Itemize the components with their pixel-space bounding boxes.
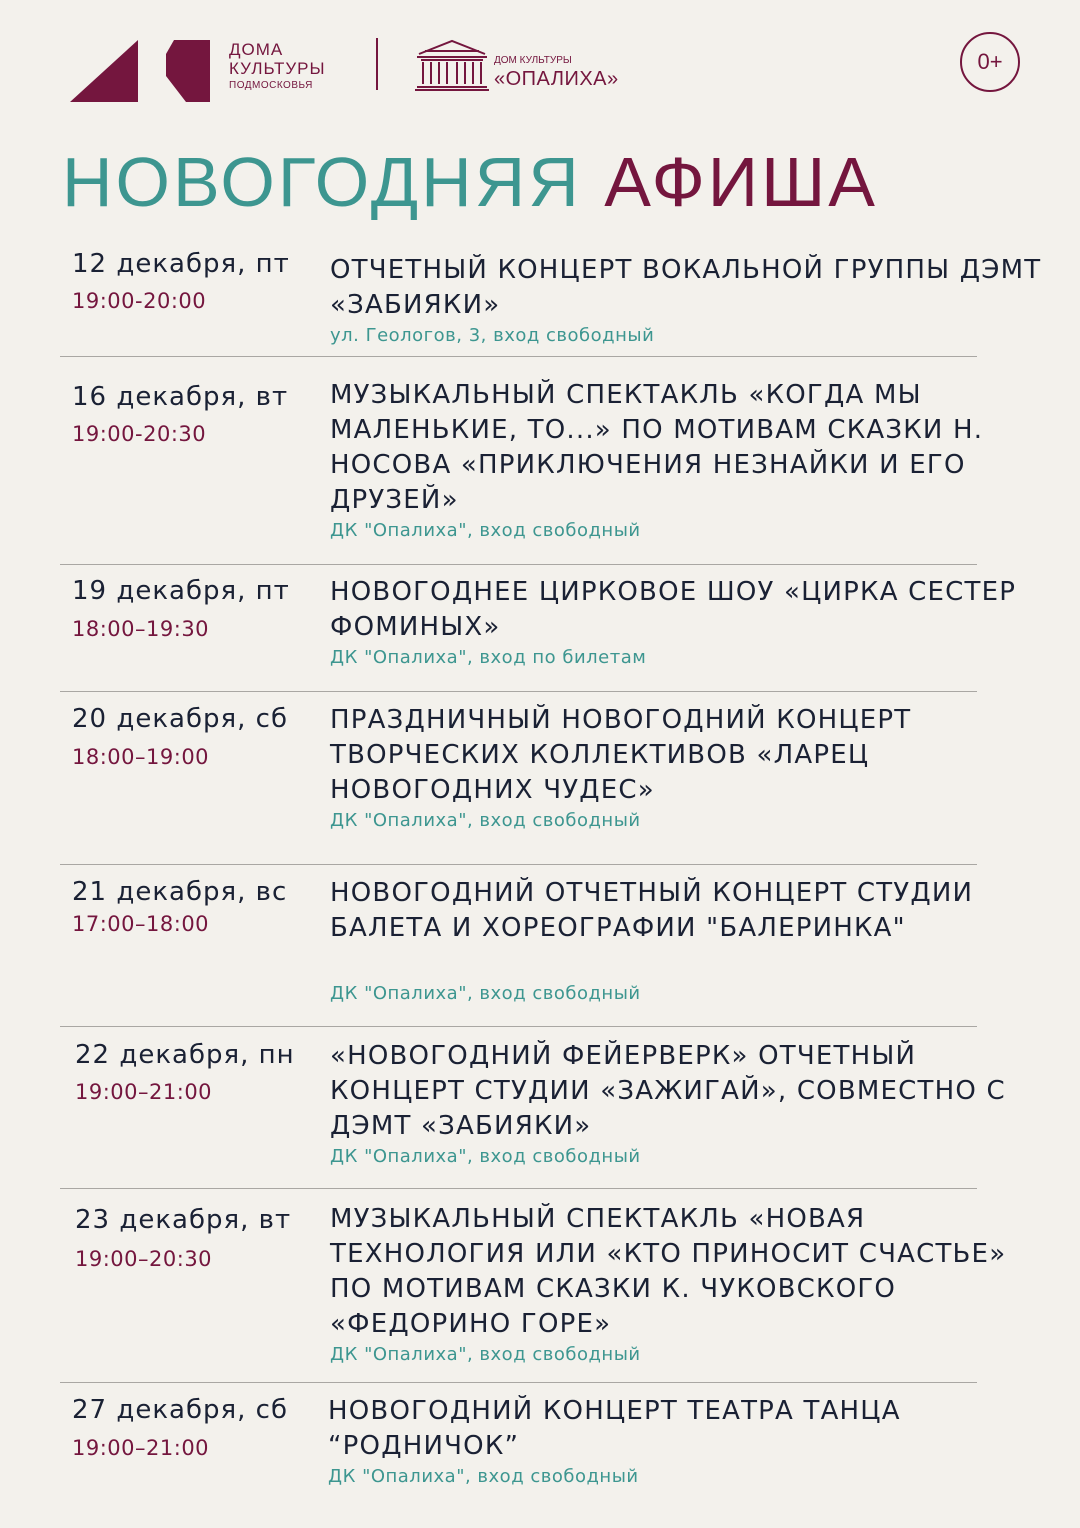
event-title: НОВОГОДНИЙ КОНЦЕРТ ТЕАТРА ТАНЦА “РОДНИЧОК” [328, 1396, 901, 1461]
event-date: 20 декабря, сб [72, 704, 288, 734]
event-date: 23 декабря, вт [75, 1205, 292, 1235]
event-title: МУЗЫКАЛЬНЫЙ СПЕКТАКЛЬ «КОГДА МЫ МАЛЕНЬКИЕ, ТО...» ПО МОТИВАМ СКАЗКИ Н. НОСОВА «ПРИКЛЮЧЕНИЯ НЕЗНАЙКИ И ЕГО ДРУЗЕЙ» [330, 380, 984, 515]
title-part2: АФИША [604, 143, 878, 221]
event-venue: ДК "Опалиха", вход свободный [330, 983, 641, 1004]
logo-text-line2: КУЛЬТУРЫ [229, 59, 326, 78]
event-title: МУЗЫКАЛЬНЫЙ СПЕКТАКЛЬ «НОВАЯ ТЕХНОЛОГИЯ ИЛИ «КТО ПРИНОСИТ СЧАСТЬЕ» ПО МОТИВАМ СКАЗКИ К. ЧУКОВСКОГО «ФЕДОРИНО ГОРЕ» [330, 1204, 1007, 1339]
event-time: 17:00–18:00 [72, 912, 210, 936]
event-date: 16 декабря, вт [72, 382, 289, 412]
logo-opal-small: ДОМ КУЛЬТУРЫ [494, 55, 572, 66]
event-venue: ДК "Опалиха", вход свободный [330, 1146, 641, 1167]
divider [60, 564, 977, 565]
logo-divider [376, 38, 378, 90]
event-title: НОВОГОДНЕЕ ЦИРКОВОЕ ШОУ «ЦИРКА СЕСТЕР ФОМИНЫХ» [330, 577, 1017, 642]
event-time: 19:00-20:30 [72, 422, 207, 446]
divider [60, 1026, 977, 1027]
event-time: 18:00–19:00 [72, 745, 210, 769]
event-time: 19:00-20:00 [72, 289, 207, 313]
logo-text-line1: ДОМА [229, 40, 284, 59]
dk-podmoskovya-logo-icon [70, 40, 212, 102]
event-title: «НОВОГОДНИЙ ФЕЙЕРВЕРК» ОТЧЕТНЫЙ КОНЦЕРТ СТУДИИ «ЗАЖИГАЙ», СОВМЕСТНО С ДЭМТ «ЗАБИЯКИ» [330, 1041, 1006, 1141]
divider [60, 1382, 977, 1383]
header [0, 0, 1080, 130]
dk-podmoskovya-logo-text [229, 40, 326, 94]
divider [60, 691, 977, 692]
event-title: ОТЧЕТНЫЙ КОНЦЕРТ ВОКАЛЬНОЙ ГРУППЫ ДЭМТ «ЗАБИЯКИ» [330, 255, 1042, 320]
event-time: 18:00–19:30 [72, 617, 210, 641]
event-venue: ДК "Опалиха", вход свободный [330, 1344, 641, 1365]
event-venue: ДК "Опалиха", вход свободный [330, 810, 641, 831]
event-title: НОВОГОДНИЙ ОТЧЕТНЫЙ КОНЦЕРТ СТУДИИ БАЛЕТА И ХОРЕОГРАФИИ "БАЛЕРИНКА" [330, 878, 974, 943]
event-time: 19:00–21:00 [72, 1436, 210, 1460]
divider [60, 1188, 977, 1189]
logo-text-line3: ПОДМОСКОВЬЯ [229, 80, 313, 91]
event-time: 19:00–20:30 [75, 1247, 213, 1271]
event-venue: ДК "Опалиха", вход свободный [330, 520, 641, 541]
event-venue: ДК "Опалиха", вход свободный [328, 1466, 639, 1487]
divider [60, 356, 977, 357]
event-date: 19 декабря, пт [72, 576, 290, 606]
age-rating-badge: 0+ [960, 32, 1020, 92]
event-date: 21 декабря, вс [72, 877, 288, 907]
event-venue: ул. Геологов, 3, вход свободный [330, 325, 655, 346]
page-title [62, 142, 878, 222]
event-date: 22 декабря, пн [75, 1040, 295, 1070]
event-date: 12 декабря, пт [72, 249, 290, 279]
event-time: 19:00–21:00 [75, 1080, 213, 1104]
title-part1: НОВОГОДНЯЯ [62, 143, 582, 221]
dk-opalikha-logo-text [494, 55, 619, 91]
logo-opal-big: «ОПАЛИХА» [494, 68, 619, 90]
divider [60, 864, 977, 865]
event-title: ПРАЗДНИЧНЫЙ НОВОГОДНИЙ КОНЦЕРТ ТВОРЧЕСКИХ КОЛЛЕКТИВОВ «ЛАРЕЦ НОВОГОДНИХ ЧУДЕС» [330, 705, 912, 805]
event-date: 27 декабря, сб [72, 1395, 288, 1425]
dk-opalikha-building-icon [415, 38, 489, 92]
event-venue: ДК "Опалиха", вход по билетам [330, 647, 647, 668]
